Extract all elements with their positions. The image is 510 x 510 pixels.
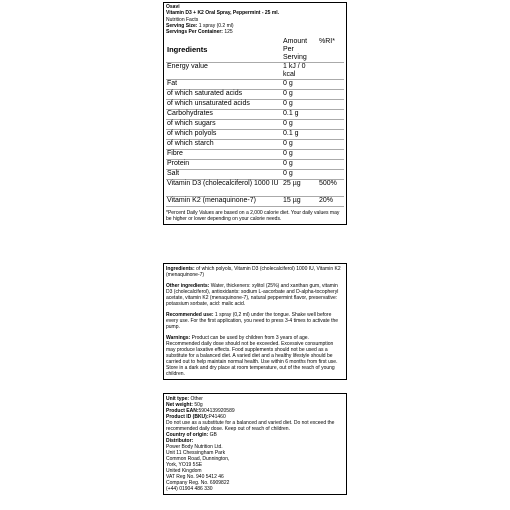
table-row	[166, 80, 344, 90]
nutrition-facts-box	[163, 2, 347, 225]
nutrient-amount: 0 g	[282, 80, 318, 90]
table-row	[166, 140, 344, 150]
nutrient-name: Protein	[166, 160, 282, 170]
recommended-use-label: Recommended use:	[166, 312, 214, 318]
brand-name: Osavi	[166, 4, 180, 10]
distributor-line: Unit 11 Chessingham Park	[166, 450, 226, 456]
nutrient-amount: 0 g	[282, 90, 318, 100]
origin-label: Country of origin:	[166, 432, 209, 438]
ingredients-paragraph	[166, 266, 344, 278]
distributor-line: VAT Reg No. 940 5412 46	[166, 474, 224, 480]
distributor-line: (+44) 01904 486 330	[166, 486, 213, 492]
nutrient-amount: 0.1 g	[282, 110, 318, 120]
nutrient-amount: 1 kJ / 0 kcal	[282, 63, 318, 80]
col-amount-header: Amount Per Serving	[282, 38, 318, 63]
servings-label: Servings Per Container:	[166, 29, 223, 35]
product-id-value: P41460	[208, 414, 226, 420]
warnings-text: Product can be used by children from 3 years of age. Recommended daily dose should not be exceeded. Excessive consumption may produce laxative effects. Food supplements should not be used as a substitute for a balanced diet. A varied diet and a healthy lifestyle should be carried out to help maintain normal health. Use within 6 months from first use. Store in a dark and dry place at room temperature, out of the reach of young children.	[166, 335, 338, 377]
nutrient-amount: 0 g	[282, 150, 318, 160]
nutrient-name: of which unsaturated acids	[166, 100, 282, 110]
table-row	[166, 100, 344, 110]
nutrient-name: Fibre	[166, 150, 282, 160]
ean-label: Product EAN:	[166, 408, 199, 414]
nutrient-amount: 0 g	[282, 120, 318, 130]
nutrient-amount: 15 µg	[282, 197, 318, 207]
nutrient-ri	[318, 100, 344, 110]
nutrient-ri	[318, 160, 344, 170]
origin-value: GB	[208, 432, 217, 438]
table-row	[166, 150, 344, 160]
ingredients-text: of which polyols, Vitamin D3 (cholecalciferol) 1000 IU, Vitamin K2 (menaquinone-7)	[166, 266, 341, 278]
nutrition-facts-title: Nutrition Facts	[166, 17, 199, 23]
nutrient-name: of which sugars	[166, 120, 282, 130]
nutrient-name: Fat	[166, 80, 282, 90]
servings-per-container	[166, 29, 344, 35]
nutrient-name: Energy value	[166, 63, 282, 80]
nutrient-name: of which polyols	[166, 130, 282, 140]
table-row	[166, 110, 344, 120]
serving-size-value: 1 spray (0.2 ml)	[198, 23, 234, 29]
nutrient-ri	[318, 90, 344, 100]
nutrient-ri: 20%	[318, 197, 344, 207]
table-row	[166, 197, 344, 207]
col-ingredients-header: Ingredients	[166, 38, 282, 63]
net-weight-value: 50g	[192, 402, 203, 408]
nutrient-ri	[318, 170, 344, 180]
unit-type-value: Other	[189, 396, 203, 402]
nutrient-ri	[318, 150, 344, 160]
product-meta-box	[163, 393, 347, 495]
distributor-line: Common Road, Dunnington,	[166, 456, 230, 462]
other-ingredients-label: Other ingredients:	[166, 283, 210, 289]
nutrient-name: Vitamin K2 (menaquinone-7)	[166, 197, 282, 207]
table-row	[166, 160, 344, 170]
table-row	[166, 90, 344, 100]
nutrient-name: of which saturated acids	[166, 90, 282, 100]
ingredients-label: Ingredients:	[166, 266, 195, 272]
product-name: Vitamin D3 + K2 Oral Spray, Peppermint - 25 ml.	[166, 10, 280, 16]
daily-value-footnote: *Percent Daily Values are based on a 2,000 calorie diet. Your daily values may be higher or lower depending on your calorie needs.	[166, 210, 340, 222]
table-row	[166, 120, 344, 130]
other-ingredients-paragraph	[166, 283, 344, 307]
nutrient-amount: 0 g	[282, 100, 318, 110]
table-row	[166, 170, 344, 180]
other-ingredients-text: Water, thickeners: xylitol (25%) and xanthan gum, vitamin D3 (cholecalciferol), antioxidants: sodium L-ascorbate and D-alpha-tocopheryl acetate, vitamin K2 (menaquinone-7), natural peppermint flavor, preservative: potassium sorbate, acid: malic acid.	[166, 283, 339, 307]
nutrient-name: Salt	[166, 170, 282, 180]
product-info-box	[163, 263, 347, 380]
table-header-row	[166, 38, 344, 63]
nutrient-name: Carbohydrates	[166, 110, 282, 120]
col-ri-header: %RI*	[318, 38, 344, 63]
distributor-label: Distributor:	[166, 438, 194, 444]
distributor-line: Power Body Nutrition Ltd.	[166, 444, 223, 450]
nutrient-name: Vitamin D3 (cholecalciferol) 1000 IU	[166, 180, 282, 197]
distributor-line: York, YO19 5SE	[166, 462, 203, 468]
nutrient-name: of which starch	[166, 140, 282, 150]
unit-type-label: Unit type:	[166, 396, 190, 402]
distributor-line: Company Reg. No. 6909822	[166, 480, 230, 486]
nutrition-table	[166, 38, 344, 207]
product-id-label: Product ID (BKU):	[166, 414, 209, 420]
nutrient-amount: 0 g	[282, 170, 318, 180]
warnings-label: Warnings:	[166, 335, 191, 341]
table-row	[166, 130, 344, 140]
table-row	[166, 180, 344, 197]
recommended-use-text: 1 spray (0,2 ml) under the tongue. Shake well before every use. For the first application, you need to press 3-4 times to activate the pump.	[166, 312, 339, 330]
nutrient-ri	[318, 140, 344, 150]
net-weight-label: Net weight:	[166, 402, 193, 408]
table-row	[166, 63, 344, 80]
servings-value: 125	[224, 29, 233, 35]
serving-size-label: Serving Size:	[166, 23, 198, 29]
nutrient-amount: 0 g	[282, 160, 318, 170]
nutrient-ri	[318, 130, 344, 140]
nutrient-ri	[318, 80, 344, 90]
nutrient-ri	[318, 120, 344, 130]
nutrient-amount: 25 µg	[282, 180, 318, 197]
distributor-line: United Kingdom	[166, 468, 202, 474]
nutrient-amount: 0.1 g	[282, 130, 318, 140]
nutrient-ri	[318, 63, 344, 80]
warnings-paragraph	[166, 335, 344, 377]
nutrient-amount: 0 g	[282, 140, 318, 150]
ean-value: 5904139920589	[198, 408, 235, 414]
disclaimer-text: Do not use as a substitute for a balanced and varied diet. Do not exceed the recommended daily dose. Keep out of reach of children.	[166, 420, 335, 432]
nutrient-ri: 500%	[318, 180, 344, 197]
recommended-use-paragraph	[166, 312, 344, 330]
nutrient-ri	[318, 110, 344, 120]
